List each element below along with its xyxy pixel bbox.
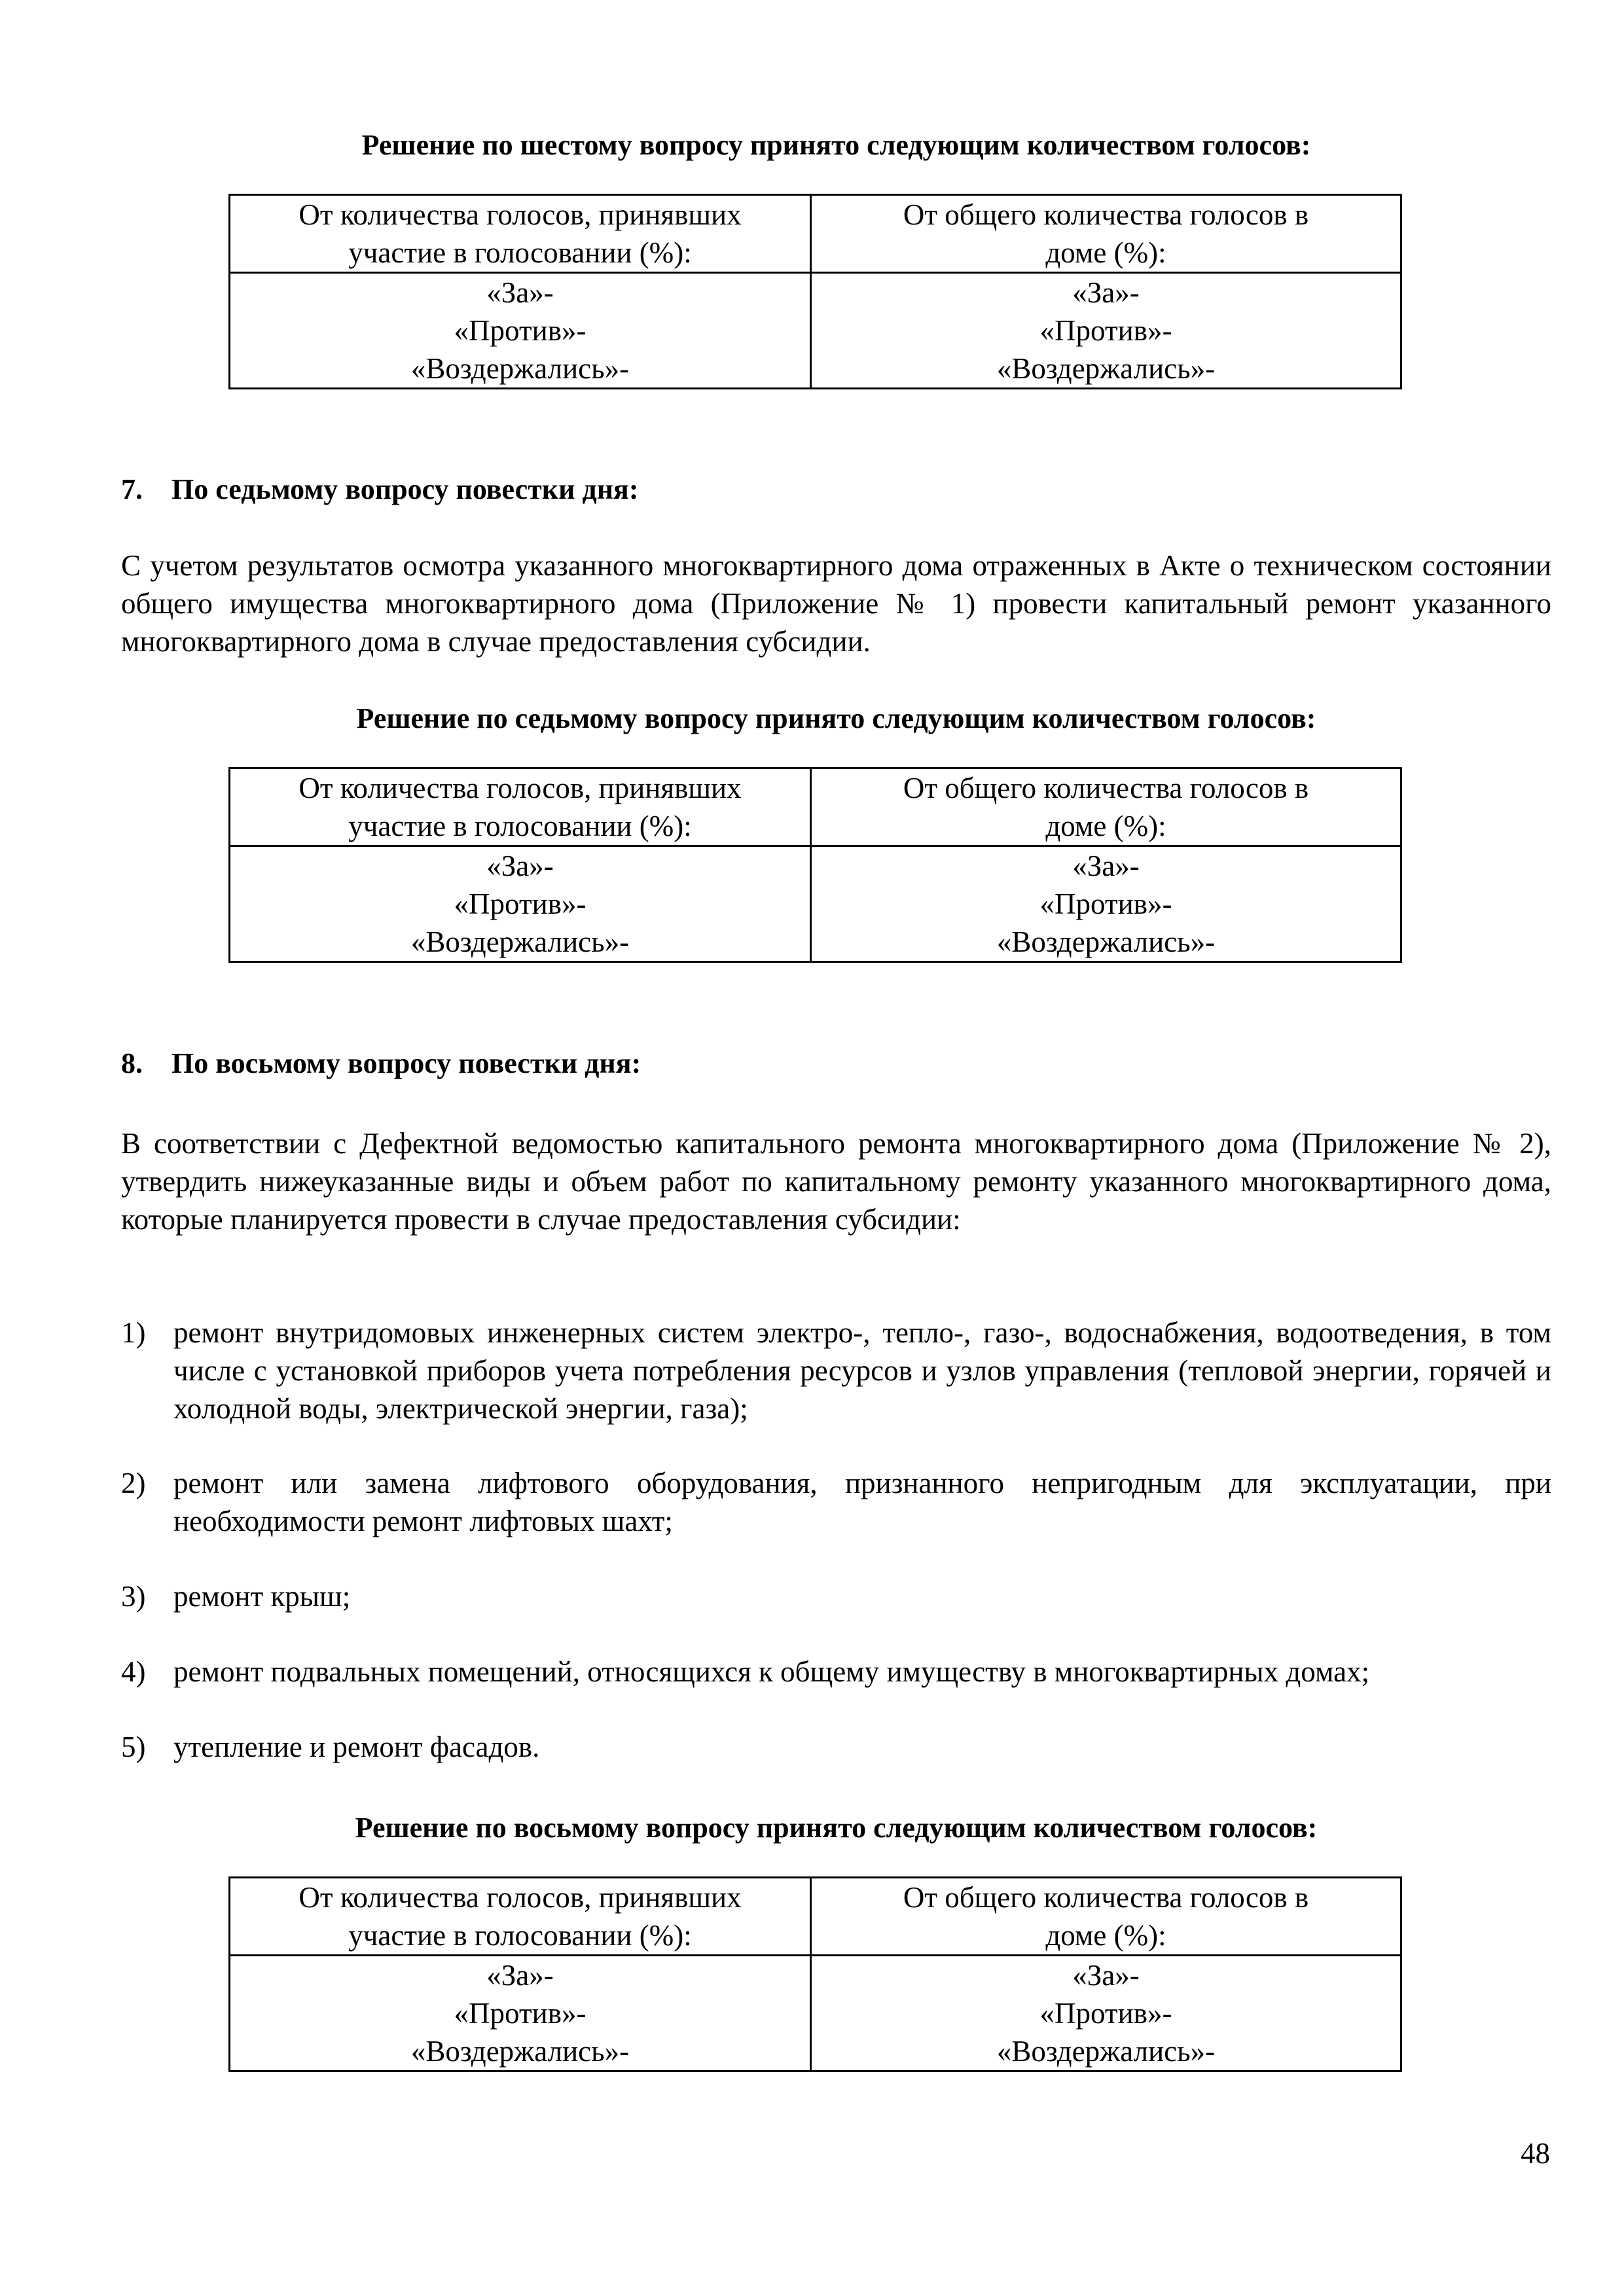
list-item bbox=[121, 1577, 1551, 1615]
list-marker: 3) bbox=[121, 1580, 146, 1613]
list-item-text: ремонт внутридомовых инженерных систем электро-, тепло-, газо-, водоснабжения, водоотведения, в том числе с установкой приборов учета потребления ресурсов и узлов управления (тепловой энергии, горячей и холодной воды, электрической энергии, газа); bbox=[173, 1316, 1551, 1425]
list-item bbox=[121, 1653, 1551, 1691]
votes-cell-participants bbox=[230, 1956, 811, 2072]
vote-abstained-label: «Воздержались»- bbox=[410, 2035, 630, 2068]
vote-for-label: «За»- bbox=[486, 276, 554, 309]
votes-cell-participants bbox=[230, 846, 811, 962]
header-text: доме (%): bbox=[1045, 1919, 1166, 1952]
vote-for-label: «За»- bbox=[486, 1959, 554, 1992]
page-number: 48 bbox=[1521, 2137, 1550, 2170]
q6-vote-table bbox=[228, 194, 1402, 389]
header-text: участие в голосовании (%): bbox=[348, 810, 692, 842]
header-text: участие в голосовании (%): bbox=[348, 1919, 692, 1952]
list-marker: 2) bbox=[121, 1467, 146, 1499]
q7-heading bbox=[121, 471, 1551, 508]
header-text: От общего количества голосов в bbox=[903, 198, 1309, 231]
votes-cell-total bbox=[811, 273, 1401, 389]
list-marker: 5) bbox=[121, 1731, 146, 1763]
header-text: От общего количества голосов в bbox=[903, 1881, 1309, 1914]
list-item bbox=[121, 1728, 1551, 1766]
list-item-text: ремонт крыш; bbox=[173, 1580, 351, 1613]
list-item bbox=[121, 1464, 1551, 1540]
table-row bbox=[230, 846, 1401, 962]
q6-vote-caption: Решение по шестому вопросу принято следующим количеством голосов: bbox=[361, 129, 1311, 161]
vote-for-label: «За»- bbox=[486, 850, 554, 882]
header-cell-participants bbox=[230, 195, 811, 273]
list-item-text: утепление и ремонт фасадов. bbox=[173, 1731, 540, 1763]
vote-for-label: «За»- bbox=[1072, 1959, 1140, 1992]
table-header-row bbox=[230, 195, 1401, 273]
table-header-row bbox=[230, 768, 1401, 846]
vote-abstained-label: «Воздержались»- bbox=[410, 352, 630, 385]
header-cell-total bbox=[811, 195, 1401, 273]
list-marker: 4) bbox=[121, 1655, 146, 1688]
table-row bbox=[230, 273, 1401, 389]
header-text: От общего количества голосов в bbox=[903, 772, 1309, 804]
q7-paragraph: С учетом результатов осмотра указанного многоквартирного дома отраженных в Акте о техническом состоянии общего имущества многоквартирного дома (Приложение № 1) провести капитальный ремонт указанного многоквартирного дома в случае предоставления субсидии. bbox=[121, 549, 1551, 658]
header-cell-total bbox=[811, 768, 1401, 846]
header-cell-participants bbox=[230, 768, 811, 846]
votes-cell-total bbox=[811, 1956, 1401, 2072]
header-cell-participants bbox=[230, 1878, 811, 1956]
header-text: От количества голосов, принявших bbox=[298, 198, 742, 231]
q8-heading bbox=[121, 1045, 1551, 1082]
q8-heading-text: По восьмому вопросу повестки дня: bbox=[171, 1047, 641, 1079]
q7-number: 7. bbox=[121, 473, 143, 505]
q8-number: 8. bbox=[121, 1047, 143, 1079]
header-text: От количества голосов, принявших bbox=[298, 1881, 742, 1914]
vote-abstained-label: «Воздержались»- bbox=[996, 2035, 1216, 2068]
q7-vote-table bbox=[228, 767, 1402, 963]
list-marker: 1) bbox=[121, 1316, 146, 1349]
header-text: участие в голосовании (%): bbox=[348, 236, 692, 269]
header-text: доме (%): bbox=[1045, 810, 1166, 842]
vote-abstained-label: «Воздержались»- bbox=[410, 925, 630, 958]
q8-vote-table bbox=[228, 1876, 1402, 2072]
votes-cell-total bbox=[811, 846, 1401, 962]
q8-paragraph: В соответствии с Дефектной ведомостью капитального ремонта многоквартирного дома (Приложение № 2), утвердить нижеуказанные виды и объем работ по капитальному ремонту указанного многоквартирного дома, которые планируется провести в случае предоставления субсидии: bbox=[121, 1127, 1551, 1236]
vote-for-label: «За»- bbox=[1072, 850, 1140, 882]
vote-against-label: «Против»- bbox=[1039, 314, 1172, 347]
list-item-text: ремонт подвальных помещений, относящихся к общему имуществу в многоквартирных домах; bbox=[173, 1655, 1370, 1688]
table-header-row bbox=[230, 1878, 1401, 1956]
list-item bbox=[121, 1314, 1551, 1427]
votes-cell-participants bbox=[230, 273, 811, 389]
list-item-text: ремонт или замена лифтового оборудования, признанного непригодным для эксплуатации, при необходимости ремонт лифтовых шахт; bbox=[173, 1467, 1551, 1537]
vote-against-label: «Против»- bbox=[454, 1997, 586, 2030]
q8-vote-caption: Решение по восьмому вопросу принято следующим количеством голосов: bbox=[355, 1812, 1318, 1844]
vote-against-label: «Против»- bbox=[454, 314, 586, 347]
vote-against-label: «Против»- bbox=[454, 888, 586, 920]
header-cell-total bbox=[811, 1878, 1401, 1956]
q7-vote-caption: Решение по седьмому вопросу принято следующим количеством голосов: bbox=[356, 702, 1316, 734]
vote-against-label: «Против»- bbox=[1039, 1997, 1172, 2030]
header-text: От количества голосов, принявших bbox=[298, 772, 742, 804]
table-row bbox=[230, 1956, 1401, 2072]
q7-heading-text: По седьмому вопросу повестки дня: bbox=[171, 473, 639, 505]
vote-abstained-label: «Воздержались»- bbox=[996, 352, 1216, 385]
vote-abstained-label: «Воздержались»- bbox=[996, 925, 1216, 958]
vote-against-label: «Против»- bbox=[1039, 888, 1172, 920]
vote-for-label: «За»- bbox=[1072, 276, 1140, 309]
header-text: доме (%): bbox=[1045, 236, 1166, 269]
